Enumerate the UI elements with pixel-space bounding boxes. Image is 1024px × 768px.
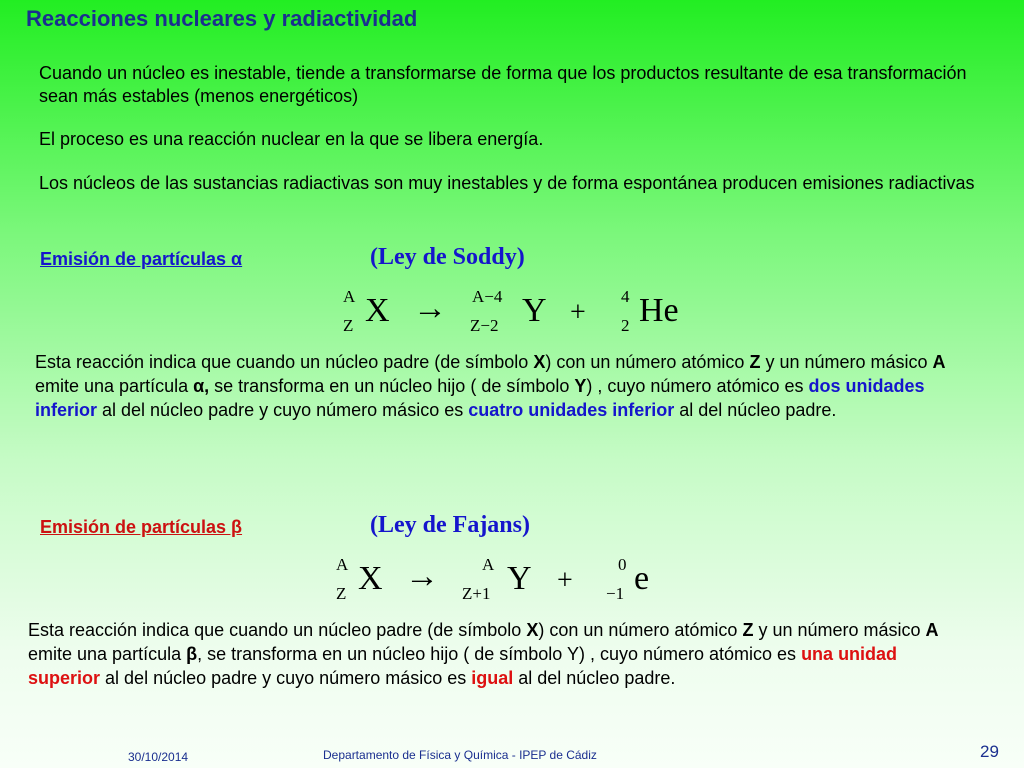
slide-title: Reacciones nucleares y radiactividad [26,6,418,31]
footer-department: Departamento de Física y Química - IPEP de Cádiz [323,748,597,762]
beta-particle-symbol: e [634,560,650,597]
beta-heading: Emisión de partículas β [40,517,243,537]
beta-highlight-atomic: una unidad superior [28,644,898,688]
radioactive-paragraph: Los núcleos de las sustancias radiactivas son muy inestables y de forma espontánea producen emisiones radiactivas [39,173,975,193]
alpha-particle-symbol: He [639,292,679,329]
beta-parent-mass: A [336,555,349,574]
beta-particle-atomic: −1 [606,584,625,603]
alpha-arrow-icon: → [413,290,447,327]
alpha-parent-mass: A [343,287,356,306]
energy-paragraph: El proceso es una reacción nuclear en la que se libera energía. [39,129,544,149]
alpha-plus-sign: + [570,297,586,328]
beta-daughter-atomic: Z+1 [462,584,491,603]
beta-description: Esta reacción indica que cuando un núcleo padre (de símbolo X) con un número atómico Z y un número másico A emite una partícula β, se transforma en un núcleo hijo ( de símbolo Y) , cuyo número atómico es una unidad superior al del núcleo padre y cuyo número másico es igual al del núcleo padre. [28,620,939,688]
beta-parent-symbol: X [358,560,383,597]
alpha-particle-mass: 4 [621,287,630,306]
alpha-highlight-mass: cuatro unidades inferior [468,400,675,420]
alpha-daughter-mass: A−4 [472,287,503,306]
alpha-particle-atomic: 2 [621,316,630,335]
fajans-law-label: (Ley de Fajans) [370,512,530,538]
alpha-heading: Emisión de partículas α [40,249,243,269]
beta-daughter-mass: A [482,555,495,574]
beta-highlight-mass: igual [471,668,514,688]
alpha-parent-atomic: Z [343,316,354,335]
beta-particle-mass: 0 [618,555,627,574]
beta-parent-atomic: Z [336,584,347,603]
beta-daughter-symbol: Y [507,560,532,597]
alpha-highlight-atomic: dos unidades inferior [35,376,925,420]
slide-number: 29 [980,742,999,761]
alpha-daughter-symbol: Y [522,292,547,329]
intro-paragraph: Cuando un núcleo es inestable, tiende a transformarse de forma que los productos resultante de esa transformación sean más estables (menos energéticos) [39,63,967,106]
footer-date: 30/10/2014 [128,750,189,764]
beta-plus-sign: + [557,565,573,596]
beta-arrow-icon: → [405,558,439,595]
soddy-law-label: (Ley de Soddy) [370,244,525,270]
alpha-parent-symbol: X [365,292,390,329]
alpha-daughter-atomic: Z−2 [470,316,499,335]
alpha-description: Esta reacción indica que cuando un núcleo padre (de símbolo X) con un número atómico Z y un número másico A emite una partícula α, se transforma en un núcleo hijo ( de símbolo Y) , cuyo número atómico es dos unidades inferior al del núcleo padre y cuyo número másico es cuatro unidades inferior al del núcleo padre. [35,352,946,420]
